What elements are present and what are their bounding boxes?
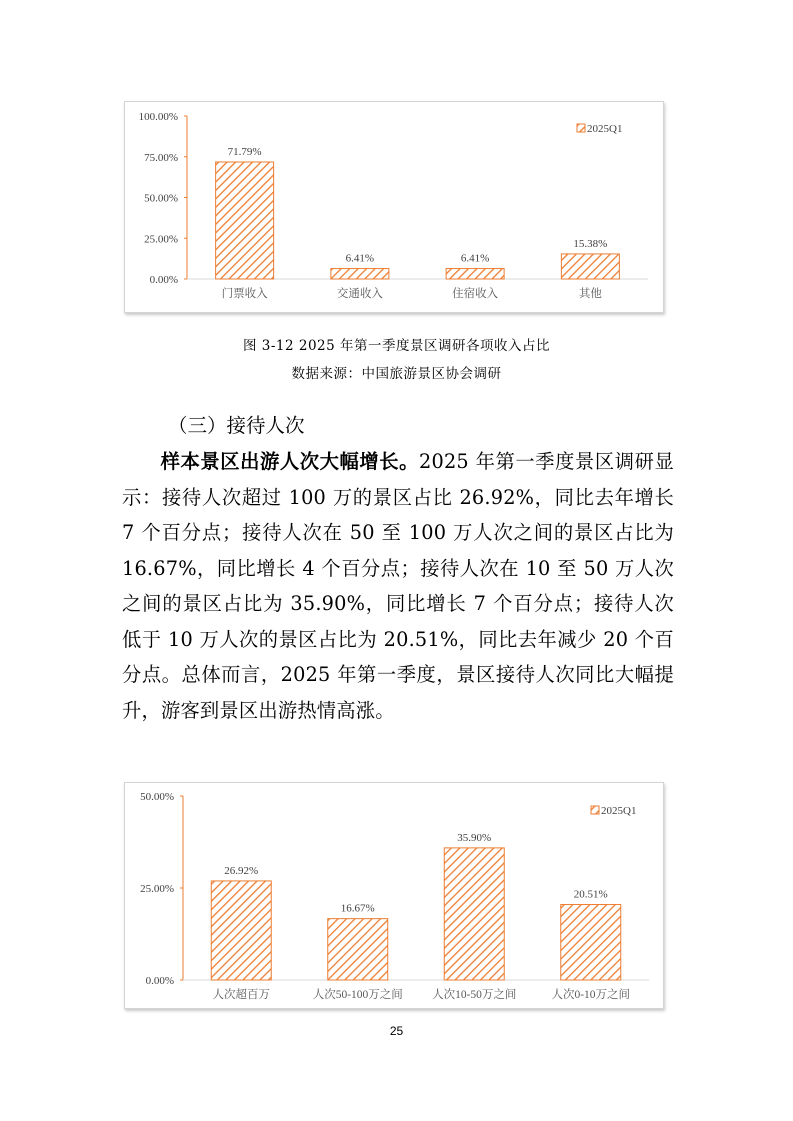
data-label: 71.79% xyxy=(227,145,262,158)
y-tick-label: 0.00% xyxy=(149,274,178,286)
y-tick-label: 75.00% xyxy=(144,151,178,164)
bar xyxy=(331,269,389,279)
x-tick-label: 人次50-100万之间 xyxy=(312,989,403,1001)
x-tick-label: 人次10-50万之间 xyxy=(432,989,517,1001)
data-label: 35.90% xyxy=(457,831,492,844)
visitor-count-chart xyxy=(124,782,664,1009)
legend-label: 2025Q1 xyxy=(587,123,623,135)
data-label: 6.41% xyxy=(460,252,490,265)
bar xyxy=(444,848,504,980)
data-label: 26.92% xyxy=(224,864,259,877)
y-tick-label: 100.00% xyxy=(138,111,178,123)
body-paragraph xyxy=(122,444,674,728)
figure-caption: 图 3-12 2025 年第一季度景区调研各项收入占比 xyxy=(242,338,551,354)
body-text: 2025 年第一季度景区调研显示：接待人次超过 100 万的景区占比 26.92%，同比去年增长 7 个百分点；接待人次在 50 至 100 万人次之间的景区占比为 16.67%，同比增长 4 个百分点；接待人次在 10 至 50 万人次之间的景区占比为 35.90%，同比增长 7 个百分点；接待人次低于 10 万人次的景区占比为 20.51%，同比去年减少 20 个百分点。总体而言，2025 年第一季度，景区接待人次同比大幅提升，游客到景区出游热情高涨。 xyxy=(122,450,674,722)
legend-swatch xyxy=(577,124,585,132)
data-label: 15.38% xyxy=(573,237,608,250)
x-tick-label: 门票收入 xyxy=(221,288,268,300)
y-tick-label: 50.00% xyxy=(144,192,178,205)
bar xyxy=(446,269,504,279)
data-label: 20.51% xyxy=(573,888,608,901)
data-label: 6.41% xyxy=(345,252,375,265)
revenue-share-chart-svg xyxy=(125,102,663,312)
y-tick-label: 25.00% xyxy=(140,883,174,895)
y-tick-label: 25.00% xyxy=(144,233,178,246)
bar xyxy=(216,162,274,279)
data-label: 16.67% xyxy=(340,902,375,915)
x-tick-label: 住宿收入 xyxy=(452,288,499,300)
revenue-share-chart xyxy=(124,101,664,313)
visitor-count-chart-svg xyxy=(125,783,663,1008)
legend-label: 2025Q1 xyxy=(601,805,637,817)
bar xyxy=(561,905,621,980)
x-tick-label: 人次超百万 xyxy=(212,989,270,1001)
x-tick-label: 其他 xyxy=(578,288,602,300)
page-number: 25 xyxy=(389,1024,404,1038)
x-tick-label: 人次0-10万之间 xyxy=(551,989,631,1001)
bar xyxy=(328,919,388,980)
lead-sentence: 样本景区出游人次大幅增长。 xyxy=(160,450,420,473)
legend-swatch xyxy=(591,806,599,814)
y-tick-label: 50.00% xyxy=(140,791,174,803)
section-heading: （三）接待人次 xyxy=(168,414,305,437)
y-tick-label: 0.00% xyxy=(145,975,174,987)
figure-source: 数据来源：中国旅游景区协会调研 xyxy=(291,366,502,382)
bar xyxy=(211,881,271,980)
bar xyxy=(561,254,619,279)
x-tick-label: 交通收入 xyxy=(336,288,383,300)
